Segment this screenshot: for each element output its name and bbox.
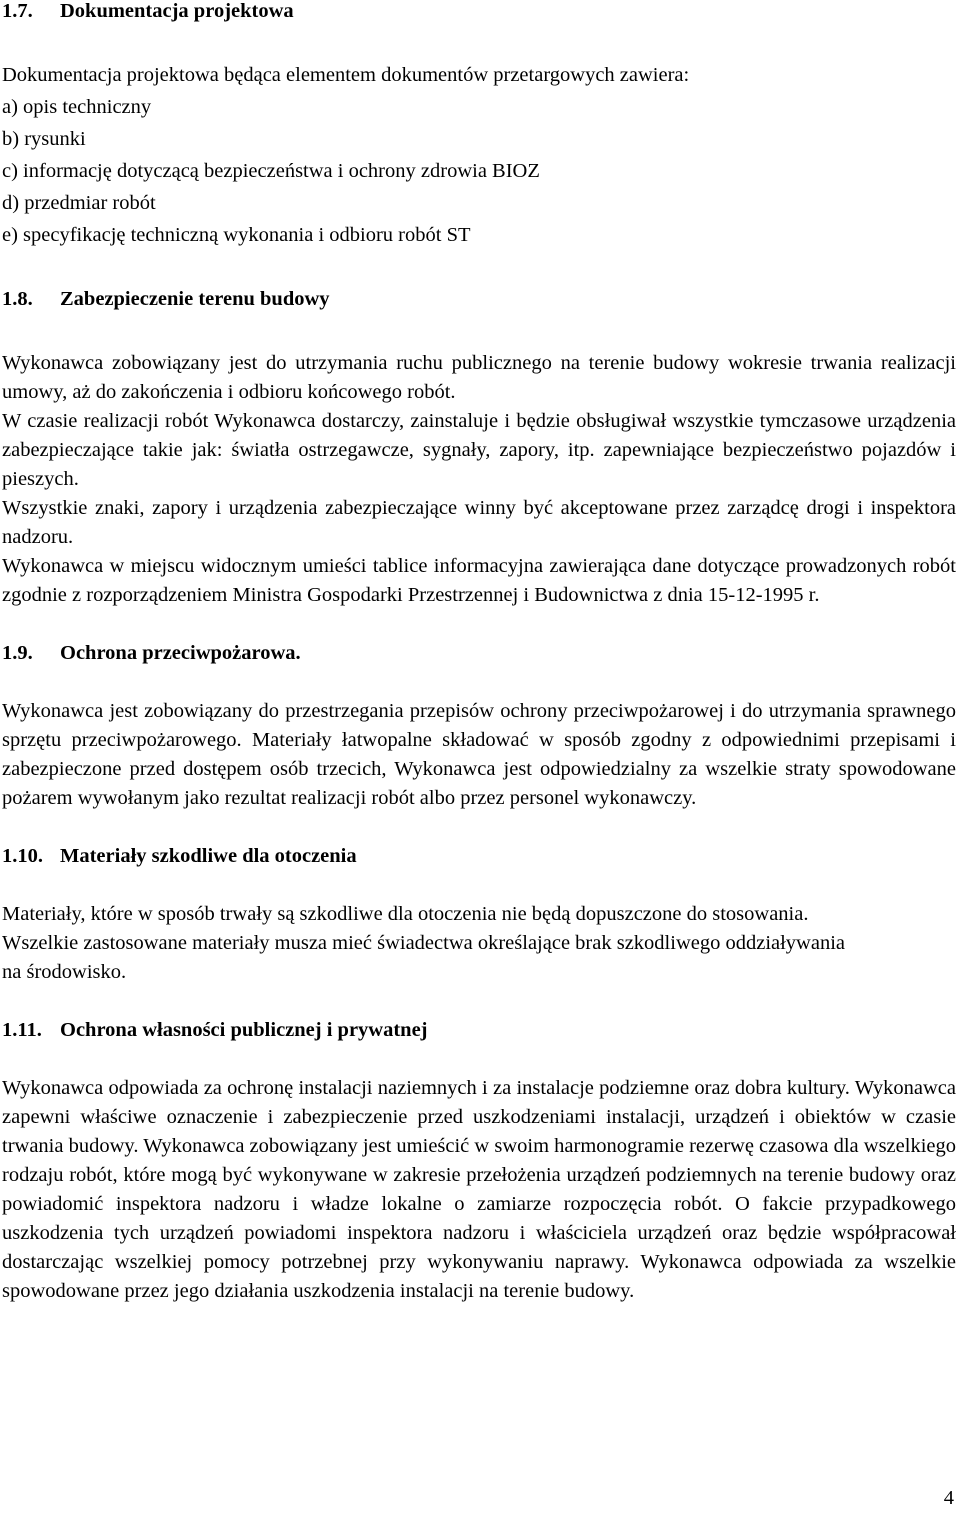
section-number: 1.9. <box>2 642 33 664</box>
paragraph: Wykonawca zobowiązany jest do utrzymania ruchu publicznego na terenie budowy wokresie trwania realizacji umowy, aż do zakończenia i odbioru końcowego robót. <box>2 352 956 403</box>
section-number: 1.7. <box>2 0 33 22</box>
section-number: 1.11. <box>2 1019 42 1041</box>
paragraph: Wykonawca w miejscu widocznym umieści tablice informacyjna zawierająca dane dotyczące prowadzonych robót zgodnie z rozporządzeniem Ministra Gospodarki Przestrzennej i Budownictwa z dnia 15-12-1995 r. <box>2 555 956 606</box>
document-page <box>2 0 956 1306</box>
paragraph: Wszystkie znaki, zapory i urządzenia zabezpieczające winny być akceptowane przez zarządcę drogi i inspektora nadzoru. <box>2 497 956 548</box>
section-title-text: Dokumentacja projektowa <box>60 0 294 22</box>
section-intro: Dokumentacja projektowa będąca elementem dokumentów przetargowych zawiera: <box>2 64 690 86</box>
section-heading-1-7 <box>2 0 956 26</box>
section-number: 1.10. <box>2 845 43 867</box>
list-item: d) przedmiar robót <box>2 192 156 214</box>
paragraph: Wykonawca jest zobowiązany do przestrzegania przepisów ochrony przeciwpożarowej i do utrzymania sprawnego sprzętu przeciwpożarowego. Materiały łatwopalne składować w sposób zgodny z odpowiednimi przepisami i zabezpieczone przed dostępem osób trzecich, Wykonawca jest odpowiedzialny za wszelkie straty spowodowane pożarem wywołanym jako rezultat realizacji robót albo przez personel wykonawczy. <box>2 700 956 809</box>
section-title-text: Ochrona własności publicznej i prywatnej <box>60 1019 428 1041</box>
section-heading-1-9 <box>2 639 956 668</box>
list-item: e) specyfikację techniczną wykonania i odbioru robót ST <box>2 224 471 246</box>
paragraph: Wykonawca odpowiada za ochronę instalacji naziemnych i za instalacje podziemne oraz dobra kultury. Wykonawca zapewni właściwe oznaczenie i zabezpieczenie przed uszkodzeniami instalacji, urządzeń i obiektów w czasie trwania budowy. Wykonawca zobowiązany jest umieścić w swoim harmonogramie rezerwę czasowa dla wszelkiego rodzaju robót, które mogą być wykonywane w zakresie przełożenia urządzeń podziemnych na terenie budowy oraz powiadomić inspektora nadzoru i władze lokalne o zamiarze rozpoczęcia robót. O fakcie przypadkowego uszkodzenia tych urządzeń powiadomi inspektora nadzoru i właściciela urządzeń oraz będzie współpracował dostarczając wszelkiej pomocy potrzebnej przy wykonywaniu naprawy. Wykonawca odpowiada za wszelkie spowodowane przez jego działania uszkodzenia instalacji na terenie budowy. <box>2 1077 956 1302</box>
list-item: c) informację dotyczącą bezpieczeństwa i ochrony zdrowia BIOZ <box>2 160 540 182</box>
section-heading-1-8 <box>2 285 956 314</box>
paragraph: W czasie realizacji robót Wykonawca dostarczy, zainstaluje i będzie obsługiwał wszystkie tymczasowe urządzenia zabezpieczające takie jak: światła ostrzegawcze, sygnały, zapory, itp. zapewniające bezpieczeństwo pojazdów i pieszych. <box>2 410 956 490</box>
section-heading-1-10 <box>2 842 956 871</box>
list-item: b) rysunki <box>2 128 86 150</box>
paragraph: Materiały, które w sposób trwały są szkodliwe dla otoczenia nie będą dopuszczone do stosowania. Wszelkie zastosowane materiały musza mieć świadectwa określające brak szkodliwego oddziaływania na środowisko. <box>2 903 846 983</box>
section-number: 1.8. <box>2 288 33 310</box>
page-number: 4 <box>943 1487 954 1509</box>
section-heading-1-11 <box>2 1016 956 1045</box>
section-title-text: Materiały szkodliwe dla otoczenia <box>60 845 357 867</box>
section-title-text: Ochrona przeciwpożarowa. <box>60 642 301 664</box>
list-item: a) opis techniczny <box>2 96 152 118</box>
section-title-text: Zabezpieczenie terenu budowy <box>60 288 330 310</box>
